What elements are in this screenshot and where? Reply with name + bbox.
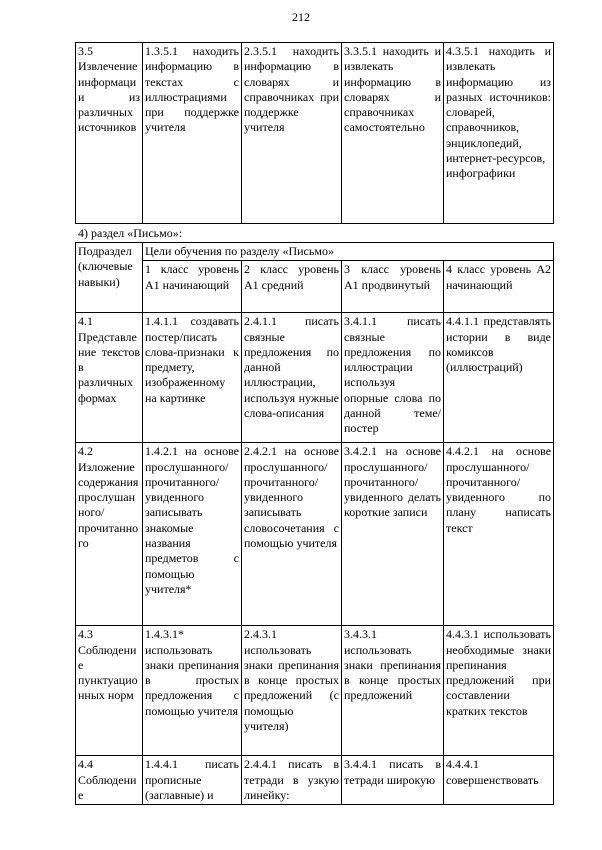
header-grade-3: 3 класс уровень А1 продвинутый (342, 261, 444, 313)
table-cell-subsection: 4.3 Соблюдение пунктуационных норм (76, 626, 143, 756)
table-cell-subsection: 4.4 Соблюдение (76, 756, 143, 805)
table-cell-grade-3: 3.4.1.1 писать связные предложения по иллюстрации используя опорные слова по данной теме/постер (342, 313, 444, 443)
header-grade-4: 4 класс уровень А2 начинающий (444, 261, 554, 313)
table-cell-grade-2: 2.4.3.1 использовать знаки препинания в конце простых предложений (с помощью учителя) (242, 626, 342, 756)
table-cell-grade-3: 3.4.3.1 использовать знаки препинания в конце простых предложений (342, 626, 444, 756)
table-cell-grade-1: 1.4.4.1 писать прописные (заглавные) и (143, 756, 242, 805)
table-cell-grade-1: 1.4.3.1* использовать знаки препинания в простых предложения с помощью учителя (143, 626, 242, 756)
table-header-row (76, 243, 554, 261)
table-row (76, 313, 554, 443)
table-cell-grade-2: 2.4.1.1 писать связные предложения по данной иллюстрации, используя нужные слова-описания (242, 313, 342, 443)
table-row (76, 43, 554, 224)
header-grade-2: 2 класс уровень А1 средний (242, 261, 342, 313)
table-cell-subsection: 3.5 Извлечение информации из различных источников (76, 43, 143, 224)
section-heading: 4) раздел «Письмо»: (78, 226, 183, 240)
table-cell-grade-4: 4.4.3.1 использовать необходимые знаки препинания предложений при составлении кратких текстов (444, 626, 554, 756)
table-row (76, 443, 554, 626)
header-grade-1: 1 класс уровень А1 начинающий (143, 261, 242, 313)
table-cell-subsection: 4.1 Представление текстов в различных формах (76, 313, 143, 443)
table-row (76, 626, 554, 756)
table-cell-grade-2: 2.4.4.1 писать в тетради в узкую линейку: (242, 756, 342, 805)
table-cell-grade-3: 3.4.4.1 писать в тетради широкую (342, 756, 444, 805)
goals-table-writing (75, 242, 554, 805)
table-cell-grade-4: 4.4.4.1 совершенствовать (444, 756, 554, 805)
table-row (76, 756, 554, 805)
table-cell-grade-2: 2.4.2.1 на основе прослушанного/прочитанного/увиденного записывать словосочетания с помощью учителя (242, 443, 342, 626)
table-cell-grade-1: 1.3.5.1 находить информацию в текстах с иллюстрациями при поддержке учителя (143, 43, 242, 224)
table-cell-grade-4: 4.3.5.1 находить и извлекать информацию из разных источников: словарей, справочников, энциклопедий, интернет-ресурсов, инфографики (444, 43, 554, 224)
table-header-row (76, 261, 554, 313)
table-cell-grade-1: 1.4.2.1 на основе прослушанного/прочитанного/увиденного записывать знакомые названия предметов с помощью учителя* (143, 443, 242, 626)
table-cell-grade-2: 2.3.5.1 находить информацию в словарях и справочниках при поддержке учителя (242, 43, 342, 224)
page-number: 212 (292, 10, 310, 24)
header-goals: Цели обучения по разделу «Письмо» (143, 243, 554, 261)
table-cell-subsection: 4.2 Изложение содержания прослушанного/прочитанного (76, 443, 143, 626)
table-cell-grade-3: 3.3.5.1 находить и извлекать информацию в словарях и справочниках самостоятельно (342, 43, 444, 224)
table-cell-grade-3: 3.4.2.1 на основе прослушанного/прочитанного/увиденного делать короткие записи (342, 443, 444, 626)
goals-table-reading (75, 42, 554, 224)
table-cell-grade-4: 4.4.2.1 на основе прослушанного/прочитанного/увиденного по плану написать текст (444, 443, 554, 626)
header-subsection: Подраздел (ключевые навыки) (76, 243, 143, 313)
table-cell-grade-1: 1.4.1.1 создавать постер/писать слова-признаки к предмету, изображенному на картинке (143, 313, 242, 443)
table-cell-grade-4: 4.4.1.1 представлять истории в виде комиксов (иллюстраций) (444, 313, 554, 443)
